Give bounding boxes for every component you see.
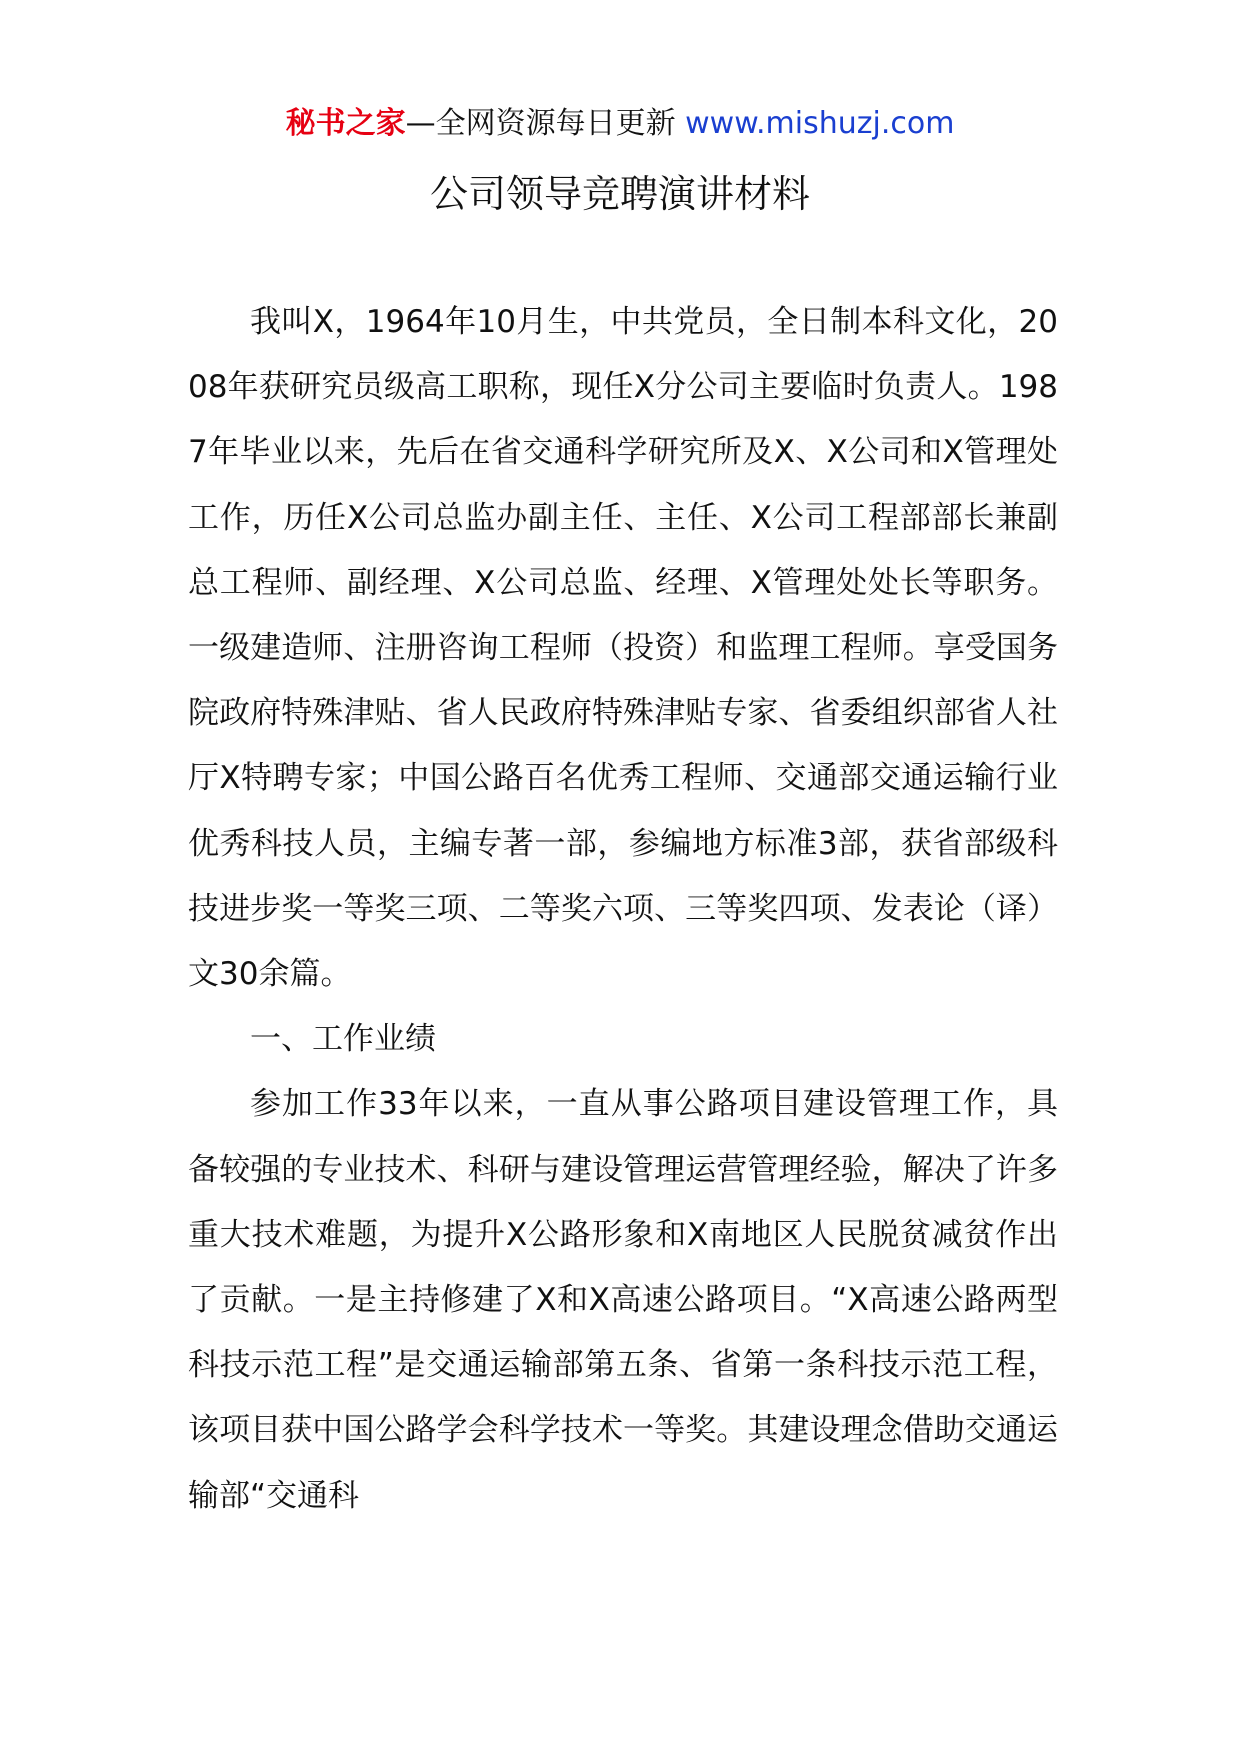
paragraph-achievements: 参加工作33年以来，一直从事公路项目建设管理工作，具备较强的专业技术、科研与建设管理运营管理经验，解决了许多重大技术难题，为提升X公路形象和X南地区人民脱贫减贫作出了贡献。一是主持修建了X和X高速公路项目。“X高速公路两型科技示范工程”是交通运输部第五条、省第一条科技示范工程，该项目获中国公路学会科学技术一等奖。其建设理念借助交通运输部“交通科 bbox=[188, 1086, 1058, 1514]
document-body bbox=[188, 290, 1058, 1529]
paragraph-intro: 我叫X，1964年10月生，中共党员，全日制本科文化，2008年获研究员级高工职称，现任X分公司主要临时负责人。1987年毕业以来，先后在省交通科学研究所及X、X公司和X管理处工作，历任X公司总监办副主任、主任、X公司工程部部长兼副总工程师、副经理、X公司总监、经理、X管理处处长等职务。一级建造师、注册咨询工程师（投资）和监理工程师。享受国务院政府特殊津贴、省人民政府特殊津贴专家、省委组织部省人社厅X特聘专家；中国公路百名优秀工程师、交通部交通运输行业优秀科技人员，主编专著一部，参编地方标准3部，获省部级科技进步奖一等奖三项、二等奖六项、三等奖四项、发表论（译）文30余篇。 bbox=[188, 304, 1058, 993]
site-url-link[interactable]: www.mishuzj.com bbox=[685, 106, 955, 141]
document-title: 公司领导竞聘演讲材料 bbox=[429, 172, 810, 216]
brand-name: 秘书之家 bbox=[285, 106, 406, 141]
section-heading-work-achievements: 一、工作业绩 bbox=[250, 1021, 436, 1058]
header-slogan: —全网资源每日更新 bbox=[405, 106, 676, 141]
watermark-header bbox=[0, 100, 1240, 148]
